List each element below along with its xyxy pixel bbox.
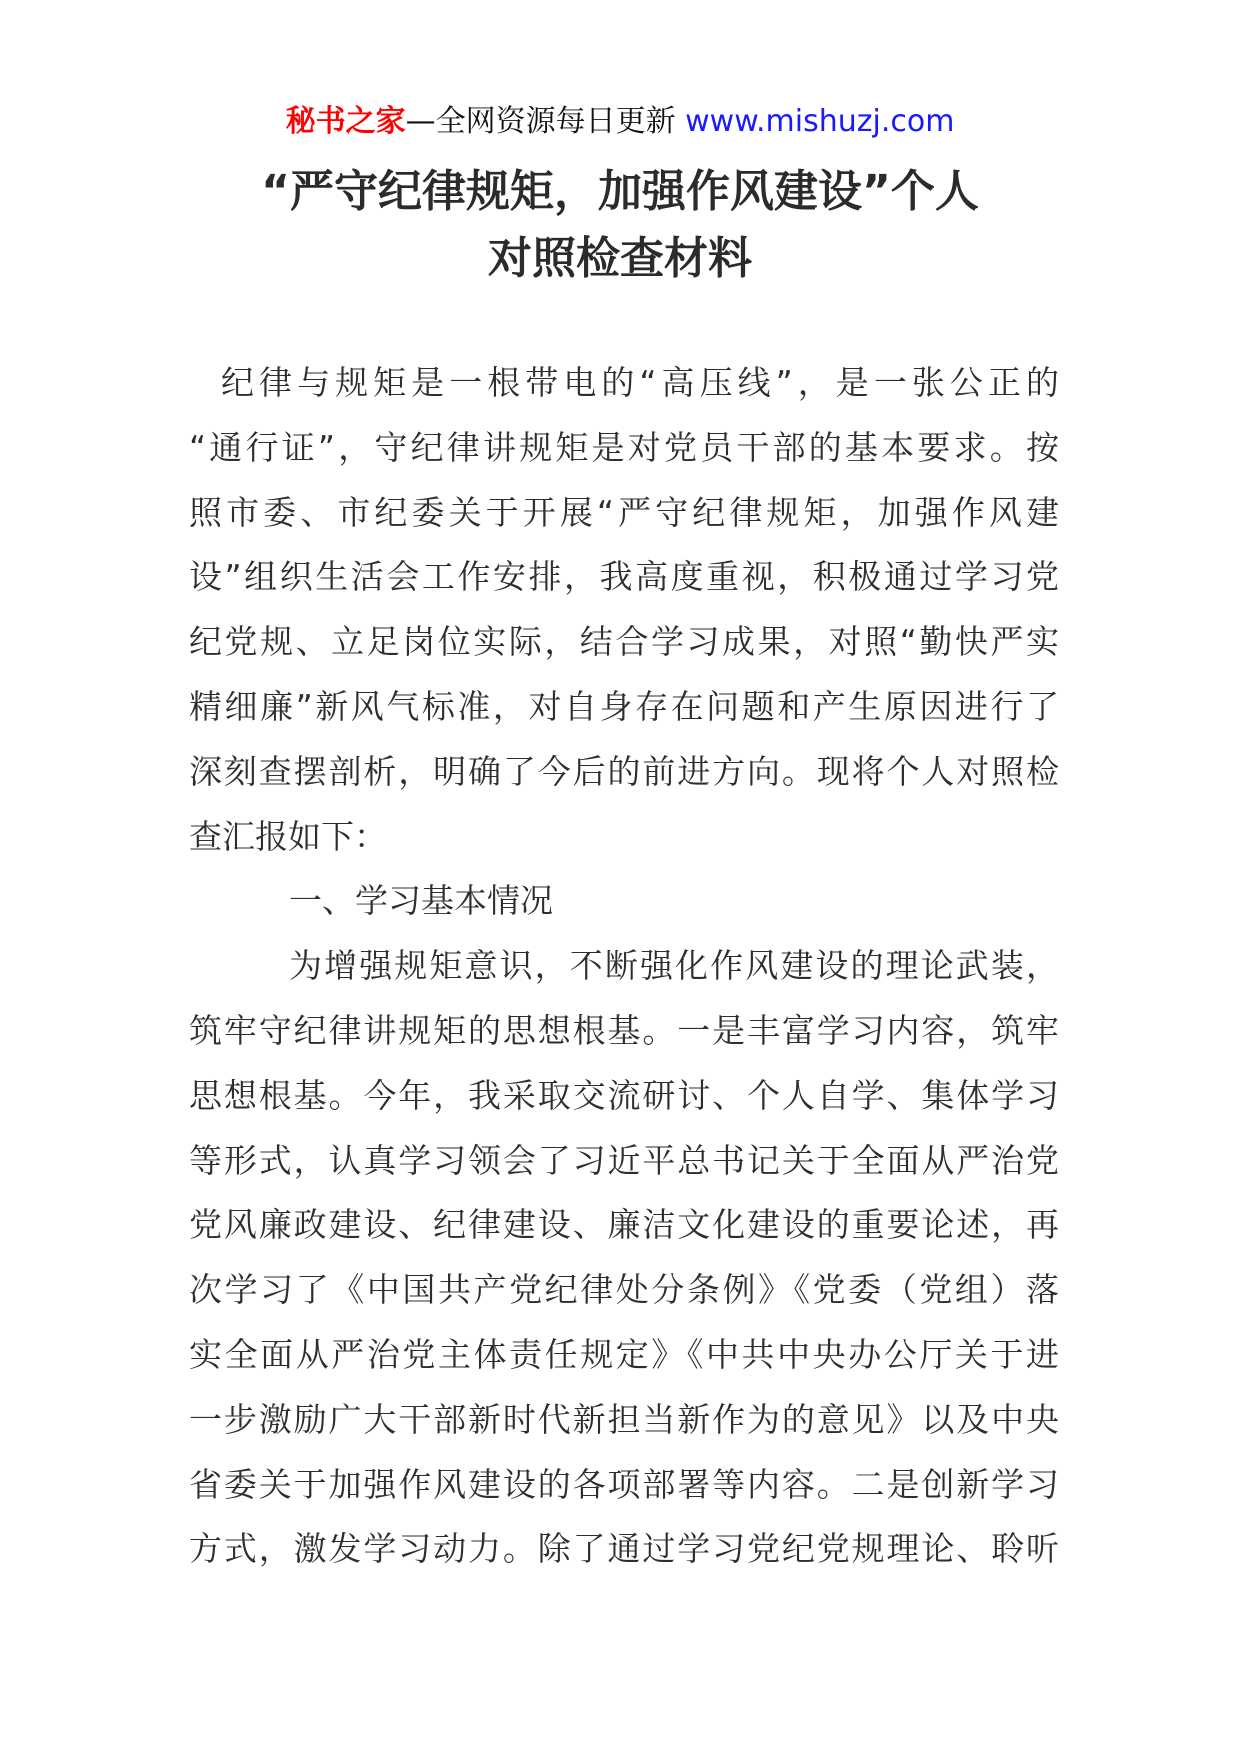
body-line: 纪党规、立足岗位实际，结合学习成果，对照“勤快严实 [189, 622, 1059, 662]
body-line: 思想根基。今年，我采取交流研讨、个人自学、集体学习 [189, 1075, 1059, 1115]
body-line: 为增强规矩意识，不断强化作风建设的理论武装， [289, 946, 1059, 986]
body-line: 精细廉”新风气标准，对自身存在问题和产生原因进行了 [189, 686, 1059, 726]
body-line: 查汇报如下： [189, 816, 387, 856]
body-line: 照市委、市纪委关于开展“严守纪律规矩，加强作风建 [189, 492, 1059, 532]
body-line: 深刻查摆剖析，明确了今后的前进方向。现将个人对照检 [189, 751, 1059, 791]
body-line: 党风廉政建设、纪律建设、廉洁文化建设的重要论述，再 [189, 1205, 1059, 1245]
site-url-link[interactable]: www.mishuzj.com [685, 104, 955, 139]
document-body [189, 351, 1059, 1582]
site-banner [0, 102, 1240, 142]
body-line: 筑牢守纪律讲规矩的思想根基。一是丰富学习内容，筑牢 [189, 1010, 1059, 1050]
brand-name: 秘书之家 [285, 104, 406, 139]
body-line: “通行证”，守纪律讲规矩是对党员干部的基本要求。按 [189, 427, 1059, 467]
body-line: 设”组织生活会工作安排，我高度重视，积极通过学习党 [189, 557, 1059, 597]
body-line: 实全面从严治党主体责任规定》《中共中央办公厅关于进 [189, 1334, 1059, 1374]
document-title-line-1: “严守纪律规矩，加强作风建设”个人 [261, 166, 979, 217]
body-line: 等形式，认真学习领会了习近平总书记关于全面从严治党 [189, 1140, 1059, 1180]
banner-slogan: —全网资源每日更新 [405, 104, 686, 139]
body-line: 一步激励广大干部新时代新担当新作为的意见》以及中央 [189, 1399, 1059, 1439]
body-line: 次学习了《中国共产党纪律处分条例》《党委（党组）落 [189, 1270, 1059, 1310]
body-line: 省委关于加强作风建设的各项部署等内容。二是创新学习 [189, 1464, 1059, 1504]
body-line: 纪律与规矩是一根带电的“高压线”，是一张公正的 [221, 363, 1059, 402]
body-line: 方式，激发学习动力。除了通过学习党纪党规理论、聆听 [189, 1529, 1059, 1569]
document-title-line-2: 对照检查材料 [488, 233, 752, 284]
section-heading: 一、学习基本情况 [289, 881, 553, 921]
